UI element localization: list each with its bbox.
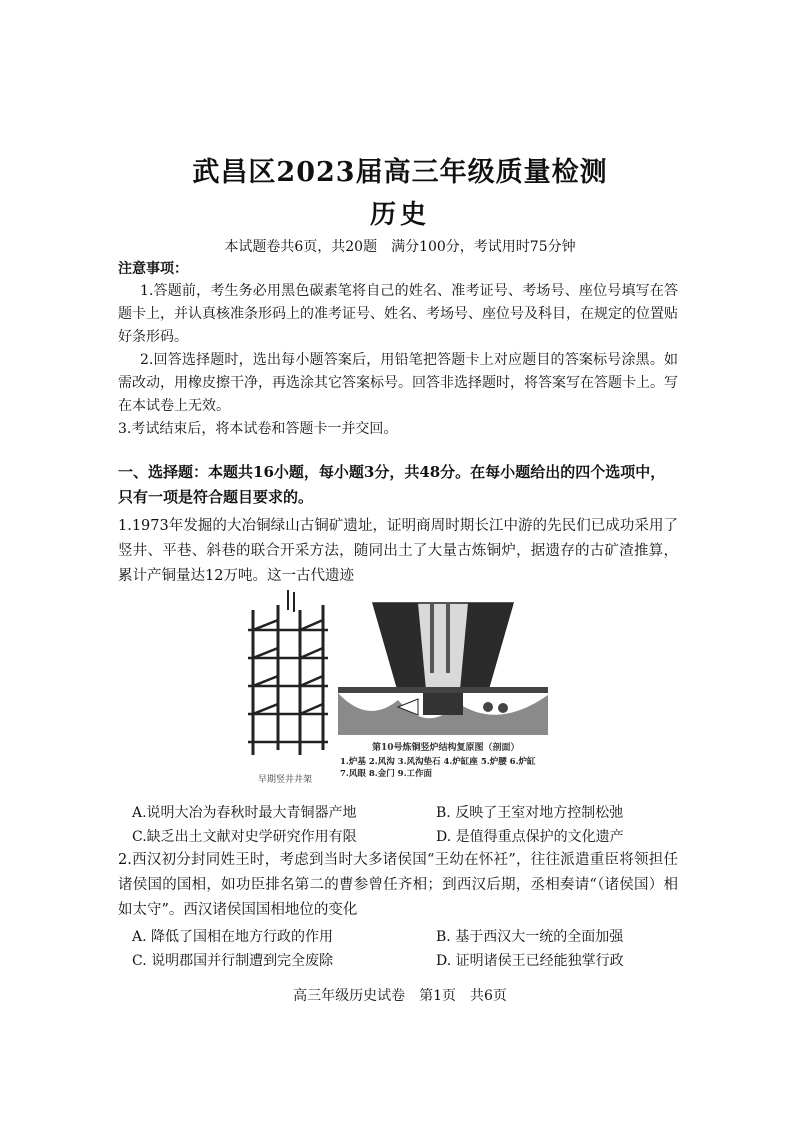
furnace-caption: 第10号炼铜竖炉结构复原图（剖面） bbox=[372, 743, 520, 753]
page-footer: 高三年级历史试卷 第1页 共6页 bbox=[293, 988, 507, 1004]
notice-item-1: 1.答题前，考生务必用黑色碳素笔将自己的姓名、准考证号、考场号、座位号填写在答题卡上，并认真核准条形码上的准考证号、姓名、考场号、座位号及科目，在规定的位置贴好条形码。 bbox=[118, 283, 678, 345]
notice-heading: 注意事项： bbox=[118, 261, 188, 277]
furnace-figure bbox=[338, 595, 548, 735]
shaft-frame-caption: 早期竖井井架 bbox=[258, 775, 313, 785]
q2-option-c[interactable]: C. 说明郡国并行制遭到完全废除 bbox=[132, 953, 334, 969]
q2-option-a[interactable]: A. 降低了国相在地方行政的作用 bbox=[132, 929, 334, 945]
notice-item-3: 3.考试结束后，将本试卷和答题卡一并交回。 bbox=[118, 421, 398, 437]
subject-title: 历史 bbox=[369, 200, 430, 230]
notice-item-2: 2.回答选择题时，选出每小题答案后，用铅笔把答题卡上对应题目的答案标号涂黑。如需改动，用橡皮擦干净，再选涂其它答案标号。回答非选择题时，将答案写在答题卡上。写在本试卷上无效。 bbox=[118, 352, 678, 414]
q2-option-b[interactable]: B. 基于西汉大一统的全面加强 bbox=[436, 929, 624, 945]
question-2-stem: 2.西汉初分封同姓王时，考虑到当时大多诸侯国“王幼在怀衽”，往往派遣重臣将领担任诸侯国的国相，如功臣排名第二的曹参曾任齐相；到西汉后期，丞相奏请“（诸侯国）相如太守”。西汉诸侯国国相地位的变化 bbox=[118, 852, 678, 918]
exam-meta: 本试题卷共6页，共20题 满分100分，考试用时75分钟 bbox=[224, 239, 576, 255]
q1-option-c[interactable]: C.缺乏出土文献对史学研究作用有限 bbox=[132, 829, 357, 845]
q1-option-b[interactable]: B. 反映了王室对地方控制松弛 bbox=[436, 805, 624, 821]
q1-option-a[interactable]: A.说明大冶为春秋时最大青铜器产地 bbox=[132, 805, 357, 821]
furnace-legend: 1.炉基 2.风沟 3.风沟垫石 4.炉缸座 5.炉腰 6.炉缸 7.风眼 8.金门 9.工作面 bbox=[340, 757, 536, 779]
section-heading: 一、选择题：本题共16小题，每小题3分，共48分。在每小题给出的四个选项中，只有一项是符合题目要求的。 bbox=[118, 463, 666, 506]
question-1-stem: 1.1973年发掘的大冶铜绿山古铜矿遗址，证明商周时期长江中游的先民们已成功采用了竖井、平巷、斜巷的联合开采方法，随同出土了大量古炼铜炉，据遗存的古矿渣推算，累计产铜量达12万吨。这一古代遗迹 bbox=[118, 518, 678, 584]
exam-title: 武昌区2023届高三年级质量检测 bbox=[192, 157, 608, 188]
shaft-frame-figure bbox=[238, 590, 338, 770]
q1-option-d[interactable]: D. 是值得重点保护的文化遗产 bbox=[436, 829, 624, 845]
q2-option-d[interactable]: D. 证明诸侯王已经能独掌行政 bbox=[436, 953, 624, 969]
